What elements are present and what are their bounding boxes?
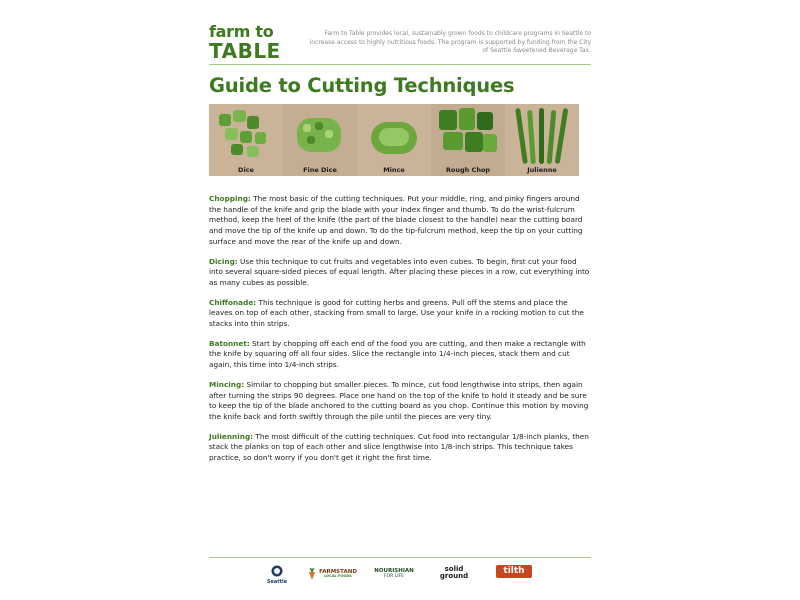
term-dicing: Dicing: [209, 256, 238, 266]
section-dicing [209, 257, 591, 289]
photo-mince [357, 104, 431, 176]
seattle-logo [265, 564, 289, 586]
section-julienning [209, 432, 591, 464]
caption-rough-chop: Rough Chop [445, 166, 491, 174]
nourishian-logo [371, 564, 417, 586]
tilth-logo [496, 564, 532, 586]
solid-text2: ground [439, 572, 469, 580]
desc-mincing: Similar to chopping but smaller pieces. To mince, cut food lengthwise into strips, then again after turning the strips 90 degrees. Place one hand on the top of the knife to hold it steady and be sure to keep the tip of the blade anchored to the cutting board as you chop. Continue this motion by moving the knife back and forth swiftly through the pile until the pieces are very tiny. [209, 379, 589, 421]
desc-chopping: The most basic of the cutting techniques. Put your middle, ring, and pinky fingers around the handle of the knife and grip the blade with your index finger and thumb. To do the wrist-fulcrum method, keep the heel of the knife (the part of the blade closest to the handle) near the cutting board and move the tip of the knife up and down. To do the tip-fulcrum method, keep the tip on your cutting surface and move the rear of the knife up and down. [209, 194, 583, 246]
desc-julienning: The most difficult of the cutting techniques. Cut food into rectangular 1/8-inch planks, then stack the planks on top of each other and slice lengthwise into 1/8-inch strips. This technique takes practice, so don't worry if you don't get it right the first time. [209, 431, 589, 463]
farmstand-carrot-icon [307, 568, 317, 580]
term-mincing: Mincing: [209, 379, 245, 389]
techniques-text [209, 194, 591, 473]
solid-text1: solid [444, 565, 464, 573]
photo-rough-chop [431, 104, 505, 176]
farmstand-text2: LOCAL FOODS [324, 574, 352, 578]
document-page [209, 24, 591, 584]
header [209, 24, 591, 62]
bottom-divider [209, 557, 591, 558]
caption-julienne: Julienne [527, 166, 557, 174]
term-chopping: Chopping: [209, 194, 251, 203]
caption-dice: Dice [238, 166, 254, 174]
tilth-text: tilth [496, 565, 532, 578]
nourishian-text2: FOR LIFE [384, 573, 404, 579]
farmstand-text1: FARMSTAND [319, 568, 357, 575]
term-batonnet: Batonnet: [209, 338, 250, 348]
section-mincing [209, 380, 591, 423]
cutting-photos [209, 104, 579, 176]
caption-fine-dice: Fine Dice [303, 166, 337, 174]
seattle-seal-icon [270, 565, 284, 577]
photo-fine-dice [283, 104, 357, 176]
page-title: Guide to Cutting Techniques [209, 74, 515, 97]
photo-julienne [505, 104, 579, 176]
photo-dice [209, 104, 283, 176]
farmstand-logo [304, 564, 360, 586]
sponsor-logos [209, 564, 591, 586]
logo-line2: TABLE [209, 39, 281, 63]
section-chiffonade [209, 298, 591, 330]
desc-dicing: Use this technique to cut fruits and vegetables into even cubes. To begin, first cut your food into several square-sided pieces of equal length. After placing these pieces in a row, cut everything into as many cubes as possible. [209, 256, 590, 287]
section-batonnet [209, 339, 591, 371]
desc-batonnet: Start by chopping off each end of the food you are cutting, and then make a rectangle with the knife by squaring off all four sides. Slice the rectangle into 1/4-inch pieces, stack them and cut again, this time into 1/4-inch strips. [209, 338, 586, 370]
caption-mince: Mince [383, 166, 405, 174]
term-julienning: Julienning: [209, 431, 254, 441]
section-chopping [209, 194, 591, 248]
desc-chiffonade: This technique is good for cutting herbs and greens. Pull off the stems and place the leaves on top of each other, stacking from small to large. Use your knife in a rocking motion to cut the stacks into thin strips. [209, 297, 584, 329]
logo-line1: farm to [209, 22, 274, 41]
program-blurb: Farm to Table provides local, sustainably grown foods to childcare programs in Seattle to increase access to highly nutritious foods. The program is supported by funding from the City of Seattle Sweetened Beverage Tax. [309, 30, 591, 55]
top-divider [209, 64, 591, 65]
solid-ground-logo [429, 564, 479, 586]
farm-to-table-logo [209, 24, 281, 61]
seattle-text: Seattle [266, 579, 288, 585]
nourishian-text1: NOURISHIAN [374, 568, 414, 574]
term-chiffonade: Chiffonade: [209, 297, 257, 307]
